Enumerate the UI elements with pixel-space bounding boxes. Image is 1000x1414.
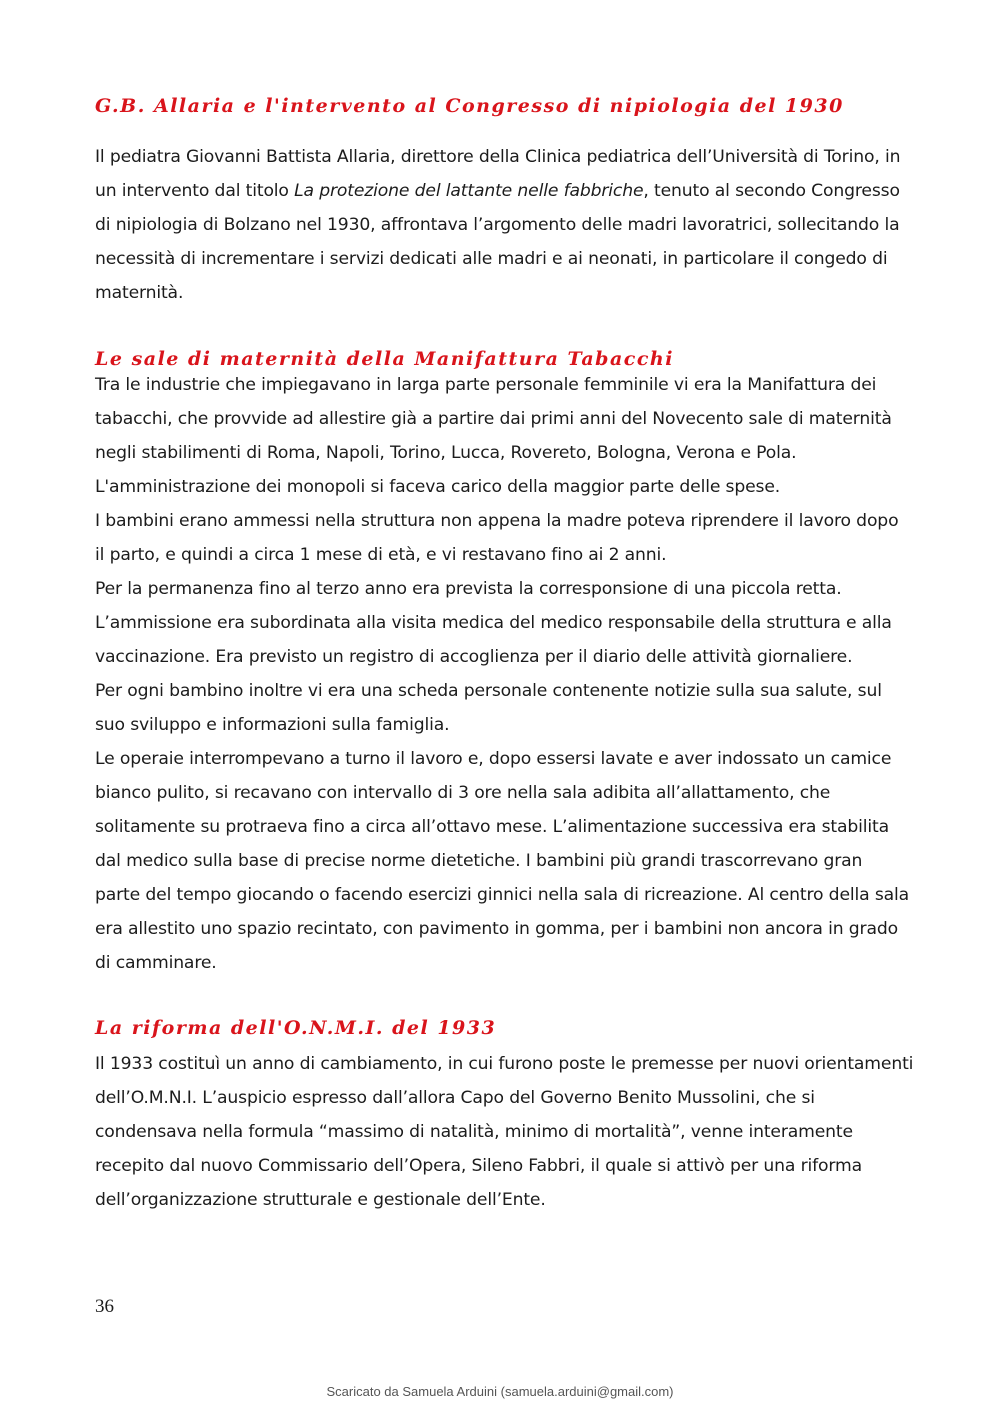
paragraph-line: necessità di incrementare i servizi dedicati alle madri e ai neonati, in particolare il congedo di [95, 249, 888, 269]
italic-title: La protezione del lattante nelle fabbriche [294, 181, 644, 201]
paragraph-line: dell’O.M.N.I. L’auspicio espresso dall’allora Capo del Governo Benito Mussolini, che si [95, 1088, 815, 1108]
paragraph-line: negli stabilimenti di Roma, Napoli, Torino, Lucca, Rovereto, Bologna, Verona e Pola. [95, 443, 797, 463]
paragraph-line: condensava nella formula “massimo di natalità, minimo di mortalità”, venne interamente [95, 1122, 853, 1142]
paragraph-line: parte del tempo giocando o facendo esercizi ginnici nella sala di ricreazione. Al centro della sala [95, 885, 910, 905]
download-footer: Scaricato da Samuela Arduini (samuela.arduini@gmail.com) [326, 1384, 674, 1399]
paragraph-line: Tra le industrie che impiegavano in larga parte personale femminile vi era la Manifattura dei [95, 375, 877, 395]
paragraph-line: maternità. [95, 283, 184, 303]
section-heading-riforma: La riforma dell'O.N.M.I. del 1933 [95, 1017, 497, 1039]
paragraph-line: Il pediatra Giovanni Battista Allaria, direttore della Clinica pediatrica dell’Università di Torino, in [95, 147, 901, 167]
page-number: 36 [95, 1296, 114, 1317]
paragraph-line: di nipiologia di Bolzano nel 1930, affrontava l’argomento delle madri lavoratrici, sollecitando la [95, 215, 900, 235]
paragraph-line: era allestito uno spazio recintato, con pavimento in gomma, per i bambini non ancora in grado [95, 919, 898, 939]
paragraph-line: L'amministrazione dei monopoli si faceva carico della maggior parte delle spese. [95, 477, 781, 497]
section-heading-manifattura: Le sale di maternità della Manifattura Tabacchi [95, 348, 674, 370]
section-heading-allaria: G.B. Allaria e l'intervento al Congresso di nipiologia del 1930 [95, 95, 844, 117]
paragraph-line: il parto, e quindi a circa 1 mese di età, e vi restavano fino ai 2 anni. [95, 545, 667, 565]
paragraph-line: recepito dal nuovo Commissario dell’Opera, Sileno Fabbri, il quale si attivò per una riforma [95, 1156, 862, 1176]
paragraph-line: di camminare. [95, 953, 217, 973]
paragraph-line: solitamente su protraeva fino a circa all’ottavo mese. L’alimentazione successiva era stabilita [95, 817, 889, 837]
paragraph-line: I bambini erano ammessi nella struttura non appena la madre poteva riprendere il lavoro dopo [95, 511, 899, 531]
paragraph-line: Il 1933 costituì un anno di cambiamento, in cui furono poste le premesse per nuovi orientamenti [95, 1054, 914, 1074]
paragraph-line: suo sviluppo e informazioni sulla famiglia. [95, 715, 450, 735]
paragraph-line: Le operaie interrompevano a turno il lavoro e, dopo essersi lavate e aver indossato un camice [95, 749, 892, 769]
paragraph-line: bianco pulito, si recavano con intervallo di 3 ore nella sala adibita all’allattamento, che [95, 783, 831, 803]
paragraph-line: Per ogni bambino inoltre vi era una scheda personale contenente notizie sulla sua salute, sul [95, 681, 882, 701]
paragraph-allaria [95, 140, 907, 310]
paragraph-line: dal medico sulla base di precise norme dietetiche. I bambini più grandi trascorrevano gran [95, 851, 863, 871]
paragraph-manifattura [95, 368, 910, 980]
paragraph-line: tabacchi, che provvide ad allestire già a partire dai primi anni del Novecento sale di maternità [95, 409, 892, 429]
paragraph-line: un intervento dal titolo La protezione del lattante nelle fabbriche, tenuto al secondo Congresso [95, 181, 900, 201]
paragraph-line: vaccinazione. Era previsto un registro di accoglienza per il diario delle attività giornaliere. [95, 647, 853, 667]
paragraph-line: L’ammissione era subordinata alla visita medica del medico responsabile della struttura e alla [95, 613, 892, 633]
paragraph-line: dell’organizzazione strutturale e gestionale dell’Ente. [95, 1190, 546, 1210]
paragraph-riforma [95, 1047, 914, 1217]
paragraph-line: Per la permanenza fino al terzo anno era prevista la corresponsione di una piccola retta. [95, 579, 842, 599]
